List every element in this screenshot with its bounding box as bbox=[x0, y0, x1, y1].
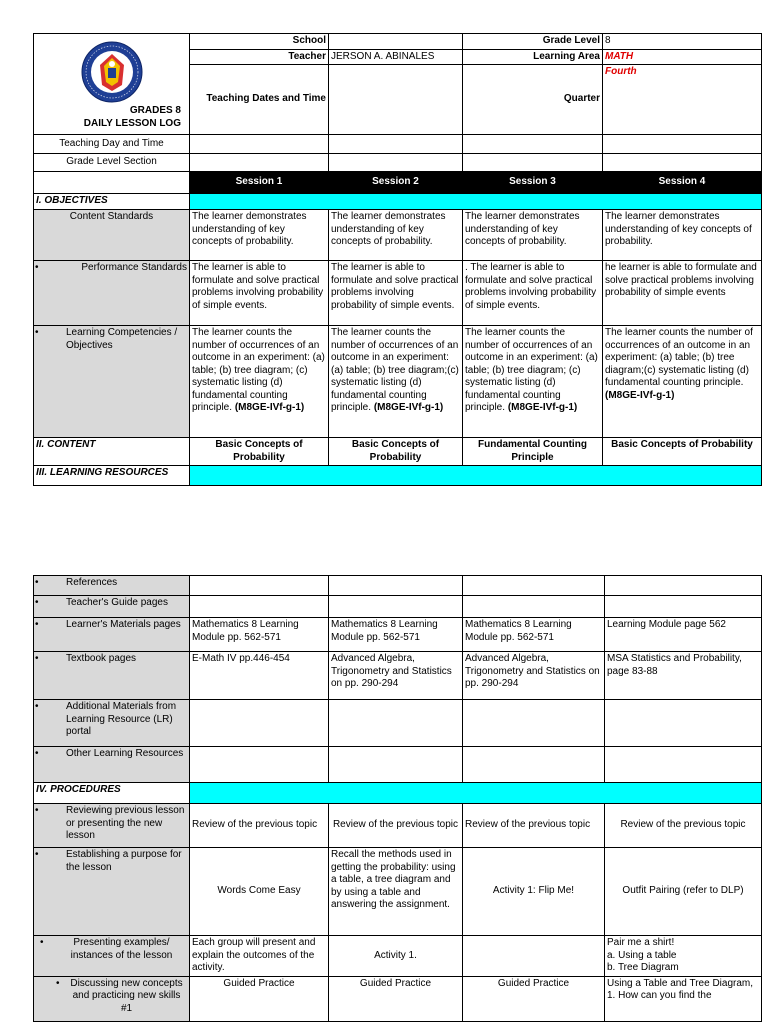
bullet-icon: • bbox=[35, 262, 39, 273]
reviewing-s1: Review of the previous topic bbox=[190, 804, 329, 848]
textbook-s1: E-Math IV pp.446-454 bbox=[190, 652, 329, 700]
examples-s4 bbox=[605, 936, 762, 977]
other-resources-row-label bbox=[34, 747, 190, 783]
content-standards-s2: The learner demonstrates understanding of key concepts of probability. bbox=[329, 210, 463, 261]
content-section-title: II. CONTENT bbox=[34, 438, 190, 466]
content-s3: Fundamental Counting Principle bbox=[463, 438, 603, 466]
examples-s2: Activity 1. bbox=[329, 936, 463, 977]
discussing-s4 bbox=[605, 976, 762, 1021]
bullet-icon: • bbox=[35, 701, 39, 712]
learners-materials-s1: Mathematics 8 Learning Module pp. 562-571 bbox=[190, 618, 329, 652]
session-header-blank bbox=[34, 172, 190, 194]
bullet-icon: • bbox=[56, 977, 60, 989]
procedures-section-title: IV. PROCEDURES bbox=[34, 783, 190, 804]
quarter-label: Quarter bbox=[463, 65, 603, 135]
textbook-s3: Advanced Algebra, Trigonometry and Statistics on pp. 290-294 bbox=[463, 652, 605, 700]
examples-label: Presenting examples/ instances of the lesson bbox=[70, 937, 173, 961]
bullet-icon: • bbox=[35, 653, 39, 664]
bullet-icon: • bbox=[35, 805, 39, 816]
purpose-s3: Activity 1: Flip Me! bbox=[463, 848, 605, 936]
teaching-dates-value bbox=[329, 65, 463, 135]
learning-area-label: Learning Area bbox=[463, 49, 603, 65]
references-label: References bbox=[66, 577, 118, 588]
examples-s1: Each group will present and explain the outcomes of the activity. bbox=[190, 936, 329, 977]
examples-s4-item: a. Using a table bbox=[607, 949, 677, 961]
competencies-s3: The learner counts the number of occurrences of an outcome in an experiment: (a) table; (b) tree diagram; (c) systematic listing (d) fundamental counting principle. (M8GE-IVf-g-1) bbox=[463, 326, 603, 438]
performance-standards-s2: The learner is able to formulate and solve practical problems involving probability of simple events. bbox=[329, 261, 463, 326]
grade-section-label: Grade Level Section bbox=[34, 154, 190, 172]
discussing-row-label bbox=[34, 976, 190, 1021]
reviewing-label: Reviewing previous lesson or presenting the new lesson bbox=[66, 805, 185, 841]
performance-standards-row-label bbox=[34, 261, 190, 326]
learners-materials-row-label bbox=[34, 618, 190, 652]
reviewing-s3: Review of the previous topic bbox=[463, 804, 605, 848]
textbook-s4: MSA Statistics and Probability, page 83-88 bbox=[605, 652, 762, 700]
bullet-icon: • bbox=[35, 327, 39, 338]
reviewing-s4: Review of the previous topic bbox=[605, 804, 762, 848]
reviewing-s2: Review of the previous topic bbox=[329, 804, 463, 848]
discussing-s4-extra: 1. How can you find the bbox=[607, 990, 712, 1001]
session-1-header: Session 1 bbox=[190, 172, 329, 194]
reviewing-row-label bbox=[34, 804, 190, 848]
performance-standards-s1: The learner is able to formulate and solve practical problems involving probability of simple events. bbox=[190, 261, 329, 326]
grade-level-value: 8 bbox=[603, 34, 762, 50]
bullet-icon: • bbox=[35, 577, 39, 588]
performance-standards-s3: . The learner is able to formulate and solve practical problems involving probability of simple events. bbox=[463, 261, 603, 326]
quarter-value: Fourth bbox=[603, 65, 762, 135]
additional-materials-row-label bbox=[34, 700, 190, 747]
textbook-row-label bbox=[34, 652, 190, 700]
competencies-s4: The learner counts the number of occurrences of an outcome in an experiment: (a) table; (b) tree diagram;(c) systematic listing (d) fundamental counting principle. (M8GE-IVf-g-1) bbox=[603, 326, 762, 438]
bullet-icon: • bbox=[35, 849, 39, 860]
competency-code: (M8GE-IVf-g-1) bbox=[234, 402, 305, 413]
learning-resources-cyan-bar bbox=[190, 466, 762, 486]
daily-lesson-log-title: DAILY LESSON LOG bbox=[83, 117, 181, 129]
bullet-icon: • bbox=[40, 937, 44, 948]
lesson-log-top-table bbox=[33, 33, 762, 486]
discussing-s4-title: Using a Table and Tree Diagram, bbox=[607, 977, 754, 989]
references-row-label bbox=[34, 576, 190, 596]
competency-code: (M8GE-IVf-g-1) bbox=[507, 402, 578, 413]
examples-s4-title: Pair me a shirt! bbox=[607, 937, 675, 948]
teacher-label: Teacher bbox=[190, 49, 329, 65]
bullet-icon: • bbox=[35, 597, 39, 608]
school-label: School bbox=[190, 34, 329, 50]
session-3-header: Session 3 bbox=[463, 172, 603, 194]
other-resources-label: Other Learning Resources bbox=[66, 748, 184, 759]
additional-materials-label: Additional Materials from Learning Resource (LR) portal bbox=[66, 701, 177, 737]
session-2-header: Session 2 bbox=[329, 172, 463, 194]
lesson-log-bottom-table bbox=[33, 575, 762, 1022]
examples-row-label bbox=[34, 936, 190, 977]
discussing-s2: Guided Practice bbox=[329, 976, 463, 1021]
examples-s3 bbox=[463, 936, 605, 977]
purpose-row-label bbox=[34, 848, 190, 936]
performance-standards-s4: he learner is able to formulate and solve practical problems involving probability of simple events bbox=[603, 261, 762, 326]
performance-standards-label: Performance Standards bbox=[81, 262, 187, 273]
deped-seal-logo bbox=[81, 41, 143, 103]
school-value bbox=[329, 34, 463, 50]
teacher-value: JERSON A. ABINALES bbox=[329, 49, 463, 65]
teachers-guide-label: Teacher's Guide pages bbox=[66, 597, 168, 608]
competency-code: (M8GE-IVf-g-1) bbox=[605, 389, 675, 401]
purpose-s1: Words Come Easy bbox=[190, 848, 329, 936]
content-standards-s1: The learner demonstrates understanding of key concepts of probability. bbox=[190, 210, 329, 261]
learners-materials-s4: Learning Module page 562 bbox=[605, 618, 762, 652]
competencies-s2: The learner counts the number of occurrences of an outcome in an experiment: (a) table; (b) tree diagram;(c) systematic listing (d) fundamental counting principle. (M8GE-IVf-g-1) bbox=[329, 326, 463, 438]
learners-materials-label: Learner's Materials pages bbox=[66, 619, 181, 630]
grade-level-label: Grade Level bbox=[463, 34, 603, 50]
grades-label: GRADES 8 bbox=[129, 105, 181, 116]
learning-resources-section-title: III. LEARNING RESOURCES bbox=[34, 466, 190, 486]
content-standards-label: Content Standards bbox=[34, 210, 190, 261]
competency-code: (M8GE-IVf-g-1) bbox=[373, 402, 444, 413]
content-standards-s4: The learner demonstrates understanding of key concepts of probability. bbox=[603, 210, 762, 261]
learning-area-value: MATH bbox=[603, 49, 762, 65]
teachers-guide-row-label bbox=[34, 596, 190, 618]
content-s2: Basic Concepts of Probability bbox=[329, 438, 463, 466]
bullet-icon: • bbox=[35, 748, 39, 759]
discussing-label: Discussing new concepts and practicing new skills #1 bbox=[70, 977, 183, 1014]
learners-materials-s3: Mathematics 8 Learning Module pp. 562-571 bbox=[463, 618, 605, 652]
session-4-header: Session 4 bbox=[603, 172, 762, 194]
purpose-label: Establishing a purpose for the lesson bbox=[66, 849, 182, 873]
content-s4: Basic Concepts of Probability bbox=[603, 438, 762, 466]
discussing-s1: Guided Practice bbox=[190, 976, 329, 1021]
learners-materials-s2: Mathematics 8 Learning Module pp. 562-571 bbox=[329, 618, 463, 652]
competencies-row-label bbox=[34, 326, 190, 438]
competencies-label: Learning Competencies / Objectives bbox=[66, 327, 178, 351]
procedures-cyan-bar bbox=[190, 783, 762, 804]
header-logo-cell bbox=[34, 34, 190, 135]
objectives-cyan-bar bbox=[190, 194, 762, 210]
competencies-s1: The learner counts the number of occurrences of an outcome in an experiment: (a) table; (b) tree diagram; (c) systematic listing (d) fundamental counting principle. (M8GE-IVf-g-1) bbox=[190, 326, 329, 438]
purpose-s4: Outfit Pairing (refer to DLP) bbox=[605, 848, 762, 936]
teaching-day-label: Teaching Day and Time bbox=[34, 135, 190, 154]
content-standards-s3: The learner demonstrates understanding of key concepts of probability. bbox=[463, 210, 603, 261]
discussing-s3: Guided Practice bbox=[463, 976, 605, 1021]
content-s1: Basic Concepts of Probability bbox=[190, 438, 329, 466]
teaching-dates-label: Teaching Dates and Time bbox=[190, 65, 329, 135]
objectives-section-title: I. OBJECTIVES bbox=[34, 194, 190, 210]
examples-s4-item: b. Tree Diagram bbox=[607, 962, 679, 973]
textbook-label: Textbook pages bbox=[66, 653, 137, 664]
textbook-s2: Advanced Algebra, Trigonometry and Statistics on pp. 290-294 bbox=[329, 652, 463, 700]
bullet-icon: • bbox=[35, 619, 39, 630]
purpose-s2: Recall the methods used in getting the probability: using a table, a tree diagram and by using a table and answering the assignment. bbox=[329, 848, 463, 936]
